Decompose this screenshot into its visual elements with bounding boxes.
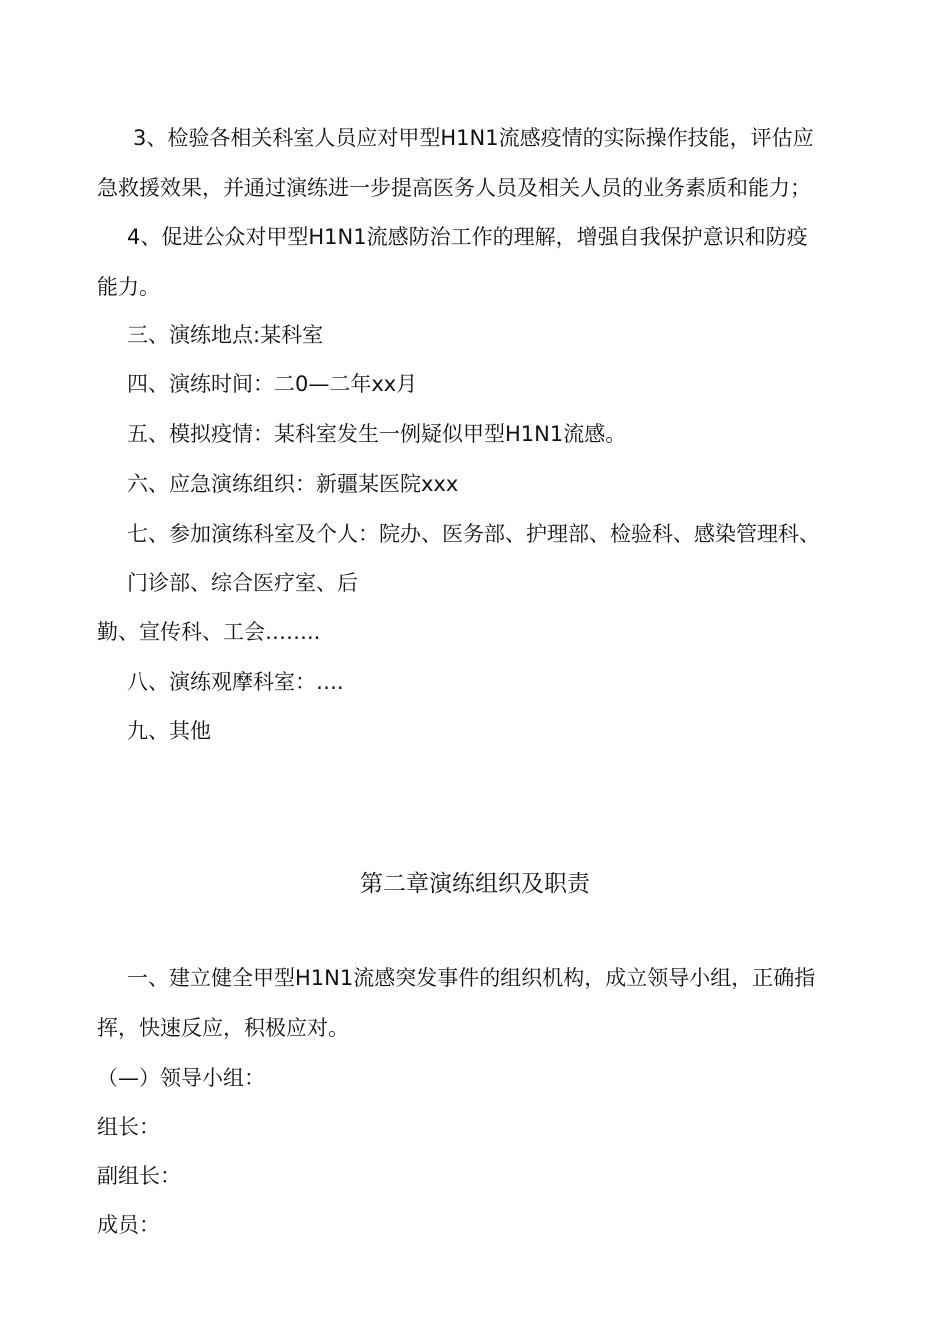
paragraph: 九、其他 — [127, 719, 211, 743]
paragraph: 门诊部、综合医疗室、后 — [127, 571, 358, 595]
paragraph: 一、建立健全甲型H1N1流感突发事件的组织机构，成立领导小组，正确指 — [127, 966, 816, 990]
paragraph: 五、模拟疫情：某科室发生一例疑似甲型H1N1流感。 — [127, 422, 627, 446]
paragraph: 组长： — [97, 1115, 160, 1139]
paragraph: 三、演练地点:某科室 — [127, 323, 324, 347]
chapter-title: 第二章演练组织及职责 — [360, 871, 590, 897]
paragraph: 4、促进公众对甲型H1N1流感防治工作的理解，增强自我保护意识和防疫 — [127, 225, 808, 249]
paragraph: 勤、宣传科、工会…….. — [97, 620, 321, 644]
paragraph: （—）领导小组： — [97, 1066, 265, 1090]
paragraph: 副组长： — [97, 1164, 181, 1188]
paragraph: 能力。 — [97, 275, 160, 299]
paragraph: 四、演练时间：二0—二年xx月 — [127, 372, 418, 396]
paragraph: 挥，快速反应，积极应对。 — [97, 1016, 349, 1040]
paragraph: 成员： — [97, 1213, 160, 1237]
paragraph: 六、应急演练组织：新疆某医院xxx — [127, 472, 459, 496]
paragraph: 3、检验各相关科室人员应对甲型H1N1流感疫情的实际操作技能，评估应 — [133, 126, 814, 150]
paragraph: 八、演练观摩科室：…. — [127, 670, 344, 694]
paragraph: 急救援效果，并通过演练进一步提高医务人员及相关人员的业务素质和能力； — [97, 176, 811, 200]
paragraph: 七、参加演练科室及个人：院办、医务部、护理部、检验科、感染管理科、 — [127, 522, 820, 546]
